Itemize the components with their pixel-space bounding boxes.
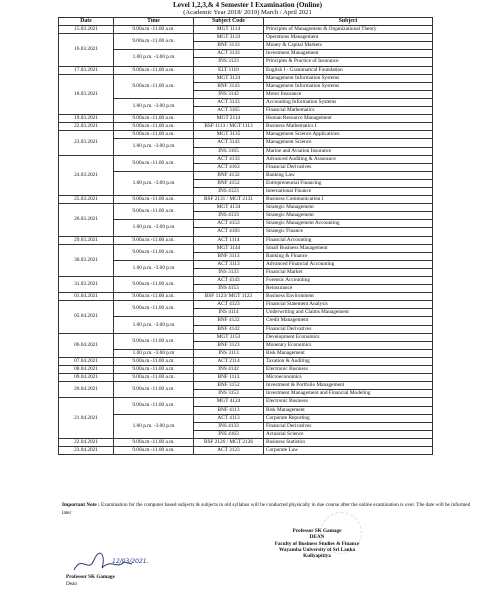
table-row <box>59 98 433 106</box>
cell-subject: International Finance <box>264 187 433 195</box>
cell-subject: Principles & Practice of Insurance <box>264 58 433 66</box>
cell-subject: Entrepreneurial Financing <box>264 179 433 187</box>
cell-subject-code: BSF 1113 / MGT 1113 <box>194 123 264 131</box>
cell-date: 31.03.2021 <box>59 277 114 293</box>
signoff-name: Professor SK Gamage <box>66 574 115 580</box>
cell-subject: Underwriting and Claims Management <box>264 309 433 317</box>
cell-date: 06.04.2021 <box>59 333 114 357</box>
table-row <box>59 414 433 422</box>
cell-subject: Credit Management <box>264 317 433 325</box>
table-row <box>59 446 433 454</box>
cell-subject-code: INS 3142 <box>194 90 264 98</box>
cell-subject: Investment Management <box>264 50 433 58</box>
cell-subject-code: MGT 4124 <box>194 398 264 406</box>
cell-time: 1.00 p.m. -3.00 p.m <box>114 50 194 66</box>
cell-subject: Small Business Management <box>264 244 433 252</box>
cell-subject: Electronic Business <box>264 366 433 374</box>
cell-time: 9.00a.m.-11.00 a.m. <box>114 115 194 123</box>
cell-subject: Banking & Finance <box>264 252 433 260</box>
stamp-name: Professor SK Gamage <box>292 528 342 534</box>
cell-subject: Management Information Systems <box>264 82 433 90</box>
important-note <box>62 502 472 517</box>
stamp-faculty: Faculty of Business Studies & Finance <box>274 540 360 547</box>
cell-subject: Actuarial Science <box>264 430 433 438</box>
cell-subject-code: ACT 4143 <box>194 277 264 285</box>
cell-subject-code: MGT 1114 <box>194 26 264 34</box>
cell-subject: Financial Mathematics <box>264 107 433 115</box>
cell-subject-code: INS 4142 <box>194 366 264 374</box>
cell-time: 9.00a.m.-11.00 a.m. <box>114 34 194 50</box>
cell-subject-code: BNF 3113 <box>194 252 264 260</box>
cell-subject-code: ACT 4163 <box>194 163 264 171</box>
signature-date: 12/03/2021. <box>112 558 149 565</box>
cell-subject: Financial Accounting <box>264 236 433 244</box>
table-row <box>59 301 433 309</box>
cell-subject-code: BNF 1113 <box>194 374 264 382</box>
signoff-title: Dean <box>66 581 77 587</box>
table-row <box>59 317 433 325</box>
table-row <box>59 34 433 42</box>
cell-subject-code: INS 3153 <box>194 390 264 398</box>
table-row <box>59 277 433 285</box>
cell-subject: Corporate Law <box>264 446 433 454</box>
cell-subject-code: ACT 4113 <box>194 414 264 422</box>
note-text: Examination for the computer based subjects & subjects in old syllabus will be conducted physically in due course after the online examination is over. The date will be informed later <box>62 502 471 516</box>
cell-time: 1.00 p.m. -3.00 p.m <box>114 220 194 236</box>
table-row <box>59 74 433 82</box>
cell-time: 1.00 p.m. -3.00 p.m <box>114 414 194 438</box>
cell-subject-code: ACT 3165 <box>194 107 264 115</box>
table-row <box>59 382 433 390</box>
cell-time: 9.00a.m.-11.00 a.m. <box>114 66 194 74</box>
cell-date: 16.03.2021 <box>59 34 114 66</box>
cell-subject-code: INS 3133 <box>194 268 264 276</box>
cell-subject: Monetary Economics <box>264 341 433 349</box>
cell-time: 9.00a.m.-11.00 a.m. <box>114 123 194 131</box>
cell-subject: Business Communication I <box>264 196 433 204</box>
cell-subject: Motor Insurance <box>264 90 433 98</box>
cell-date: 01.04.2021 <box>59 293 114 301</box>
cell-subject: Investment Management and Financial Modeling <box>264 390 433 398</box>
cell-subject-code: ACT 2114 <box>194 357 264 365</box>
cell-subject-code: ACT 3143 <box>194 139 264 147</box>
table-row <box>59 204 433 212</box>
cell-subject-code: MGT 3153 <box>194 333 264 341</box>
cell-time: 9.00a.m.-11.00 a.m. <box>114 131 194 139</box>
cell-subject-code: BNF 3123 <box>194 341 264 349</box>
cell-date: 26.03.2021 <box>59 204 114 236</box>
cell-time: 1.00 p.m. -3.00 p.m <box>114 98 194 114</box>
cell-subject-code: BNF 4152 <box>194 179 264 187</box>
cell-subject-code: BNF 3143 <box>194 82 264 90</box>
cell-date: 22.04.2021 <box>59 438 114 446</box>
cell-subject: Management Science Applications <box>264 131 433 139</box>
table-row <box>59 131 433 139</box>
cell-time: 9.00a.m.-11.00 a.m. <box>114 155 194 171</box>
cell-time: 9.00a.m.-11.00 a.m. <box>114 357 194 365</box>
cell-subject-code: ACT 3133 <box>194 50 264 58</box>
cell-time: 9.00a.m.-11.00 a.m. <box>114 382 194 398</box>
note-label: Important Note : <box>62 502 100 508</box>
table-row <box>59 333 433 341</box>
table-row <box>59 349 433 357</box>
cell-subject: Strategic Management Accounting <box>264 220 433 228</box>
table-row <box>59 66 433 74</box>
table-row <box>59 293 433 301</box>
stamp-university: Wayamba University of Sri Lanka <box>278 546 356 553</box>
header-subject: Subject <box>264 18 433 26</box>
cell-date: 09.04.2021 <box>59 374 114 382</box>
cell-subject-code: INS 4123 <box>194 187 264 195</box>
cell-subject-code: ACT 4123 <box>194 301 264 309</box>
cell-subject: Advanced Auditing & Assurance <box>264 155 433 163</box>
cell-subject-code: MGT 3133 <box>194 34 264 42</box>
cell-date: 23.03.2021 <box>59 131 114 155</box>
cell-subject-code: ACT 1114 <box>194 236 264 244</box>
cell-date: 18.03.2021 <box>59 74 114 114</box>
cell-subject: Electronic Business <box>264 398 433 406</box>
cell-time: 9.00a.m.-11.00 a.m. <box>114 204 194 220</box>
cell-date: 20.04.2021 <box>59 382 114 398</box>
table-row <box>59 260 433 268</box>
cell-time: 1.00 p.m. -3.00 p.m <box>114 317 194 333</box>
cell-subject: Risk Management <box>264 349 433 357</box>
cell-subject: Financial Derivatives <box>264 325 433 333</box>
cell-subject: Principles of Management & Organizational Theory <box>264 26 433 34</box>
cell-subject: Development Economics <box>264 333 433 341</box>
table-row <box>59 438 433 446</box>
timetable-body <box>59 26 433 455</box>
cell-time: 1.00 p.m. -3.00 p.m <box>114 349 194 357</box>
cell-subject: Strategic Management <box>264 204 433 212</box>
cell-time: 9.00a.m.-11.00 a.m. <box>114 438 194 446</box>
table-row <box>59 366 433 374</box>
header-date: Date <box>59 18 114 26</box>
cell-date: 07.04.2021 <box>59 357 114 365</box>
page-subtitle: (Academic Year 2018/ 2019) March / April 2021 <box>183 9 312 16</box>
cell-subject-code: INS 4153 <box>194 285 264 293</box>
cell-date: 05.04.2021 <box>59 301 114 333</box>
cell-subject: Marine and Aviation Insurance <box>264 147 433 155</box>
table-row <box>59 357 433 365</box>
cell-subject: Business Environment <box>264 293 433 301</box>
cell-time: 9.00a.m.-11.00 a.m. <box>114 244 194 260</box>
cell-subject-code: ACT 3113 <box>194 260 264 268</box>
cell-time: 9.00a.m.-11.00 a.m. <box>114 293 194 301</box>
cell-time: 9.00a.m.-11.00 a.m. <box>114 398 194 414</box>
cell-subject-code: BSF 1123/ MGT 1123 <box>194 293 264 301</box>
cell-subject: Banking Law <box>264 171 433 179</box>
cell-subject: Money & Capital Markets <box>264 42 433 50</box>
handwritten-signature <box>72 552 152 576</box>
cell-subject: Financial Derivatives <box>264 422 433 430</box>
cell-subject: Risk Management <box>264 406 433 414</box>
cell-date: 23.04.2021 <box>59 446 114 454</box>
cell-time: 9.00a.m.-11.00 a.m. <box>114 301 194 317</box>
cell-subject: Strategic Finance <box>264 228 433 236</box>
cell-subject-code: BSF 2131 / MGT 2131 <box>194 196 264 204</box>
page-title: Level 1,2,3,& 4 Semester I Examination (Online) <box>173 1 322 9</box>
cell-subject-code: MGT 3144 <box>194 244 264 252</box>
cell-subject: Financial Statement Analysis <box>264 301 433 309</box>
cell-subject-code: MGT 3124 <box>194 74 264 82</box>
cell-subject: Microeconomics <box>264 374 433 382</box>
cell-time: 1.00 p.m. -3.00 p.m <box>114 139 194 155</box>
cell-subject: Reinsurance <box>264 285 433 293</box>
cell-subject: Operations Management <box>264 34 433 42</box>
cell-subject-code: INS 3165 <box>194 147 264 155</box>
cell-subject: Human Resource Management <box>264 115 433 123</box>
signoff <box>66 574 115 588</box>
cell-subject: Corporate Reporting <box>264 414 433 422</box>
table-row <box>59 26 433 34</box>
cell-date: 24.03.2021 <box>59 155 114 195</box>
cell-subject-code: ACT 4153 <box>194 220 264 228</box>
cell-subject-code: ACT 4133 <box>194 155 264 163</box>
cell-subject-code: BNF 3152 <box>194 382 264 390</box>
cell-subject-code: BNF 4132 <box>194 171 264 179</box>
cell-subject-code: INS 3113 <box>194 349 264 357</box>
cell-time: 9.00a.m.-11.00 a.m. <box>114 277 194 293</box>
cell-subject-code: BNF 4113 <box>194 406 264 414</box>
table-header-row <box>59 18 433 26</box>
cell-date: 22.03.2021 <box>59 123 114 131</box>
cell-subject: Management Science <box>264 139 433 147</box>
table-row <box>59 398 433 406</box>
cell-subject: Management Information Systems <box>264 74 433 82</box>
cell-subject-code: INS 4114 <box>194 309 264 317</box>
timetable <box>58 17 433 455</box>
cell-subject: Investment & Portfolio Management <box>264 382 433 390</box>
cell-time: 1.00 p.m. -3.00 p.m <box>114 260 194 276</box>
cell-time: 9.00a.m.-11.00 a.m. <box>114 236 194 244</box>
cell-time: 9.00a.m.-11.00 a.m. <box>114 26 194 34</box>
table-row <box>59 374 433 382</box>
cell-subject: Business Mathematics I <box>264 123 433 131</box>
cell-subject: Financial Derivatives <box>264 163 433 171</box>
cell-time: 9.00a.m.-11.00 a.m. <box>114 374 194 382</box>
cell-subject-code: ACT 3133 <box>194 98 264 106</box>
cell-subject-code: ACT 3123 <box>194 446 264 454</box>
cell-time: 9.00a.m.-11.00 a.m. <box>114 366 194 374</box>
cell-date: 30.03.2021 <box>59 244 114 276</box>
cell-time: 9.00a.m.-11.00 a.m. <box>114 446 194 454</box>
cell-time: 1.00 p.m. -3.00 p.m <box>114 171 194 195</box>
table-row <box>59 155 433 163</box>
header-time: Time <box>114 18 194 26</box>
stamp-place: Kuliyapitiya <box>303 553 331 560</box>
cell-date: 25.03.2021 <box>59 196 114 204</box>
table-row <box>59 139 433 147</box>
cell-subject-code: INS 4163 <box>194 430 264 438</box>
cell-date: 15.03.2021 <box>59 26 114 34</box>
cell-subject: Strategic Management <box>264 212 433 220</box>
cell-date: 08.04.2021 <box>59 366 114 374</box>
dean-stamp <box>262 528 372 559</box>
cell-time: 9.00a.m.-11.00 a.m. <box>114 333 194 349</box>
cell-time: 9.00a.m.-11.00 a.m. <box>114 74 194 98</box>
cell-subject-code: MGT 3135 <box>194 131 264 139</box>
cell-subject-code: BNF 4122 <box>194 317 264 325</box>
cell-subject: Business Statistics <box>264 438 433 446</box>
cell-subject: Financial Market <box>264 268 433 276</box>
stamp-title: DEAN <box>309 534 325 541</box>
cell-subject: Taxation & Auditing <box>264 357 433 365</box>
table-row <box>59 50 433 58</box>
table-row <box>59 236 433 244</box>
cell-subject-code: ACT 4183 <box>194 228 264 236</box>
cell-subject-code: ELT 1110 <box>194 66 264 74</box>
cell-subject-code: INS 3123 <box>194 58 264 66</box>
cell-date: 29.03.2021 <box>59 236 114 244</box>
cell-subject: Accounting Information Systems <box>264 98 433 106</box>
header-subject-code: Subject Code <box>194 18 264 26</box>
cell-subject-code: BSF 2126 / MGT 2126 <box>194 438 264 446</box>
cell-subject: Forensic Accounting <box>264 277 433 285</box>
cell-date: 19.03.2021 <box>59 115 114 123</box>
cell-subject-code: BNF 3133 <box>194 42 264 50</box>
table-row <box>59 171 433 179</box>
cell-subject-code: INS 4133 <box>194 422 264 430</box>
table-row <box>59 244 433 252</box>
cell-subject-code: MGT 2114 <box>194 115 264 123</box>
table-row <box>59 115 433 123</box>
table-row <box>59 123 433 131</box>
cell-subject-code: INS 4133 <box>194 212 264 220</box>
cell-subject: English I - Grammatical Foundation <box>264 66 433 74</box>
cell-time: 9.00a.m.-11.00 a.m. <box>114 196 194 204</box>
table-row <box>59 196 433 204</box>
cell-date: 21.04.2021 <box>59 398 114 438</box>
table-row <box>59 220 433 228</box>
cell-subject: Advanced Financial Accounting <box>264 260 433 268</box>
cell-subject-code: BNF 4142 <box>194 325 264 333</box>
cell-subject-code: MGT 4134 <box>194 204 264 212</box>
cell-date: 17.03.2021 <box>59 66 114 74</box>
